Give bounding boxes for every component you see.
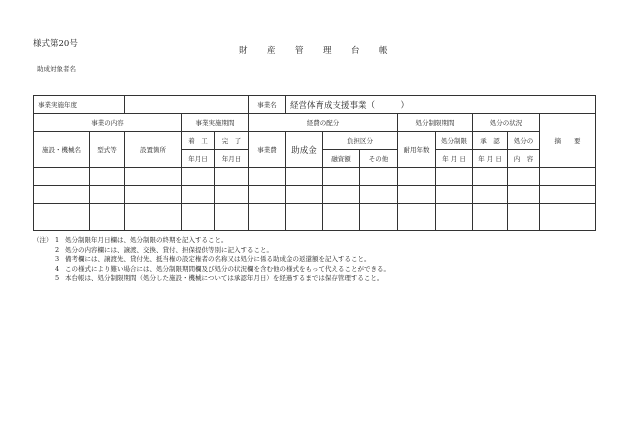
table-cell[interactable] xyxy=(508,186,540,204)
table-cell[interactable] xyxy=(34,204,90,231)
approval-date-subheader: 年 月 日 xyxy=(473,150,508,168)
title-char: 管 xyxy=(295,46,304,56)
table-cell[interactable] xyxy=(90,186,125,204)
note-text: 処分の内容欄には、譲渡、交換、貸付、担保提供等別に記入すること。 xyxy=(65,245,273,254)
table-cell[interactable] xyxy=(360,168,398,186)
note-number: 1 xyxy=(55,236,60,244)
note-text: 備考欄には、譲渡先、貸付先、抵当権の設定権者の名称又は処分に係る助成金の返還額を記入すること。 xyxy=(65,255,371,263)
title-char: 台 xyxy=(351,46,360,56)
start-date-subheader: 年月日 xyxy=(182,150,215,168)
limit-date-subheader: 年 月 日 xyxy=(436,150,473,168)
useful-life-header: 耐用年数 xyxy=(398,132,436,168)
end-header: 完 了 xyxy=(215,132,249,150)
table-cell[interactable] xyxy=(182,204,215,231)
limit-date-header: 処分制限 xyxy=(436,132,473,150)
title-char: 財 xyxy=(239,46,248,56)
table-cell[interactable] xyxy=(540,204,596,231)
model-header: 型式等 xyxy=(90,132,125,168)
remarks-header: 摘 要 xyxy=(540,114,596,168)
table-cell[interactable] xyxy=(398,204,436,231)
table-row xyxy=(34,186,596,204)
table-cell[interactable] xyxy=(360,204,398,231)
note-text: 本台帳は、処分制限期間（処分した施設・機械については承認年月日）を経過するまでは保存管理すること。 xyxy=(65,274,384,282)
table-cell[interactable] xyxy=(215,168,249,186)
table-cell[interactable] xyxy=(473,168,508,186)
note-item xyxy=(33,246,390,256)
disposal-limit-group-header: 処分制限期間 xyxy=(398,114,473,132)
financing-header: 融資額 xyxy=(323,150,360,168)
table-cell[interactable] xyxy=(34,168,90,186)
table-cell[interactable] xyxy=(473,186,508,204)
asset-register-table xyxy=(33,95,596,231)
table-cell[interactable] xyxy=(398,168,436,186)
table-cell[interactable] xyxy=(508,168,540,186)
table-cell[interactable] xyxy=(182,186,215,204)
note-number: 5 xyxy=(55,274,60,282)
table-cell[interactable] xyxy=(473,204,508,231)
location-header: 設置箇所 xyxy=(125,132,182,168)
content-group-header: 事業の内容 xyxy=(34,114,182,132)
table-cell[interactable] xyxy=(323,186,360,204)
table-cell[interactable] xyxy=(34,186,90,204)
table-cell[interactable] xyxy=(125,186,182,204)
notes-lead: （注） xyxy=(33,236,53,244)
table-cell[interactable] xyxy=(182,168,215,186)
note-item xyxy=(33,236,390,246)
table-cell[interactable] xyxy=(249,186,286,204)
subsidy-header: 助成金 xyxy=(286,132,323,168)
table-cell[interactable] xyxy=(249,204,286,231)
table-cell[interactable] xyxy=(323,168,360,186)
note-number: 2 xyxy=(55,245,60,254)
page-title xyxy=(239,44,407,56)
table-row xyxy=(34,204,596,231)
end-date-subheader: 年月日 xyxy=(215,150,249,168)
burden-header: 負担区分 xyxy=(323,132,398,150)
facility-header: 施設・機械名 xyxy=(34,132,90,168)
table-cell[interactable] xyxy=(398,186,436,204)
table-cell[interactable] xyxy=(540,168,596,186)
disposal-status-group-header: 処分の状況 xyxy=(473,114,540,132)
note-item xyxy=(33,265,390,275)
table-cell[interactable] xyxy=(125,204,182,231)
table-cell[interactable] xyxy=(436,204,473,231)
table-cell[interactable] xyxy=(286,186,323,204)
table-cell[interactable] xyxy=(286,204,323,231)
recipient-label: 助成対象者名 xyxy=(37,65,76,73)
year-value-cell[interactable] xyxy=(125,96,249,114)
disposal-content-header: 処分の xyxy=(508,132,540,150)
project-name-value[interactable]: 経営体育成支援事業（ ） xyxy=(286,96,596,114)
note-item xyxy=(33,255,390,265)
note-text: この様式により難い場合には、処分制限期間欄及び処分の状況欄を含む他の様式をもって代えることができる。 xyxy=(65,264,390,273)
notes-section xyxy=(33,236,390,284)
note-number: 3 xyxy=(55,255,60,263)
table-cell[interactable] xyxy=(125,168,182,186)
project-name-label: 事業名 xyxy=(249,96,286,114)
table-cell[interactable] xyxy=(436,186,473,204)
disposal-content-subheader: 内 容 xyxy=(508,150,540,168)
approval-header: 承 認 xyxy=(473,132,508,150)
table-cell[interactable] xyxy=(286,168,323,186)
table-cell[interactable] xyxy=(215,204,249,231)
table-cell[interactable] xyxy=(360,186,398,204)
project-cost-header: 事業費 xyxy=(249,132,286,168)
form-number: 様式第20号 xyxy=(33,39,78,49)
cost-group-header: 経費の配分 xyxy=(249,114,398,132)
year-label: 事業実施年度 xyxy=(34,96,125,114)
table-cell[interactable] xyxy=(508,204,540,231)
year-row xyxy=(34,96,596,114)
column-header-row-1 xyxy=(34,132,596,150)
table-row xyxy=(34,168,596,186)
table-cell[interactable] xyxy=(249,168,286,186)
table-cell[interactable] xyxy=(90,204,125,231)
start-header: 着 工 xyxy=(182,132,215,150)
period-group-header: 事業実施期間 xyxy=(182,114,249,132)
title-char: 理 xyxy=(323,46,332,56)
table-cell[interactable] xyxy=(323,204,360,231)
note-number: 4 xyxy=(55,264,60,273)
note-text: 処分制限年月日欄は、処分制限の終期を記入すること。 xyxy=(65,236,228,244)
note-item xyxy=(33,274,390,284)
title-char: 産 xyxy=(267,46,276,56)
table-cell[interactable] xyxy=(215,186,249,204)
title-char: 帳 xyxy=(379,46,388,56)
table-cell[interactable] xyxy=(90,168,125,186)
other-header: その他 xyxy=(360,150,398,168)
table-cell[interactable] xyxy=(540,186,596,204)
table-cell[interactable] xyxy=(436,168,473,186)
group-header-row xyxy=(34,114,596,132)
